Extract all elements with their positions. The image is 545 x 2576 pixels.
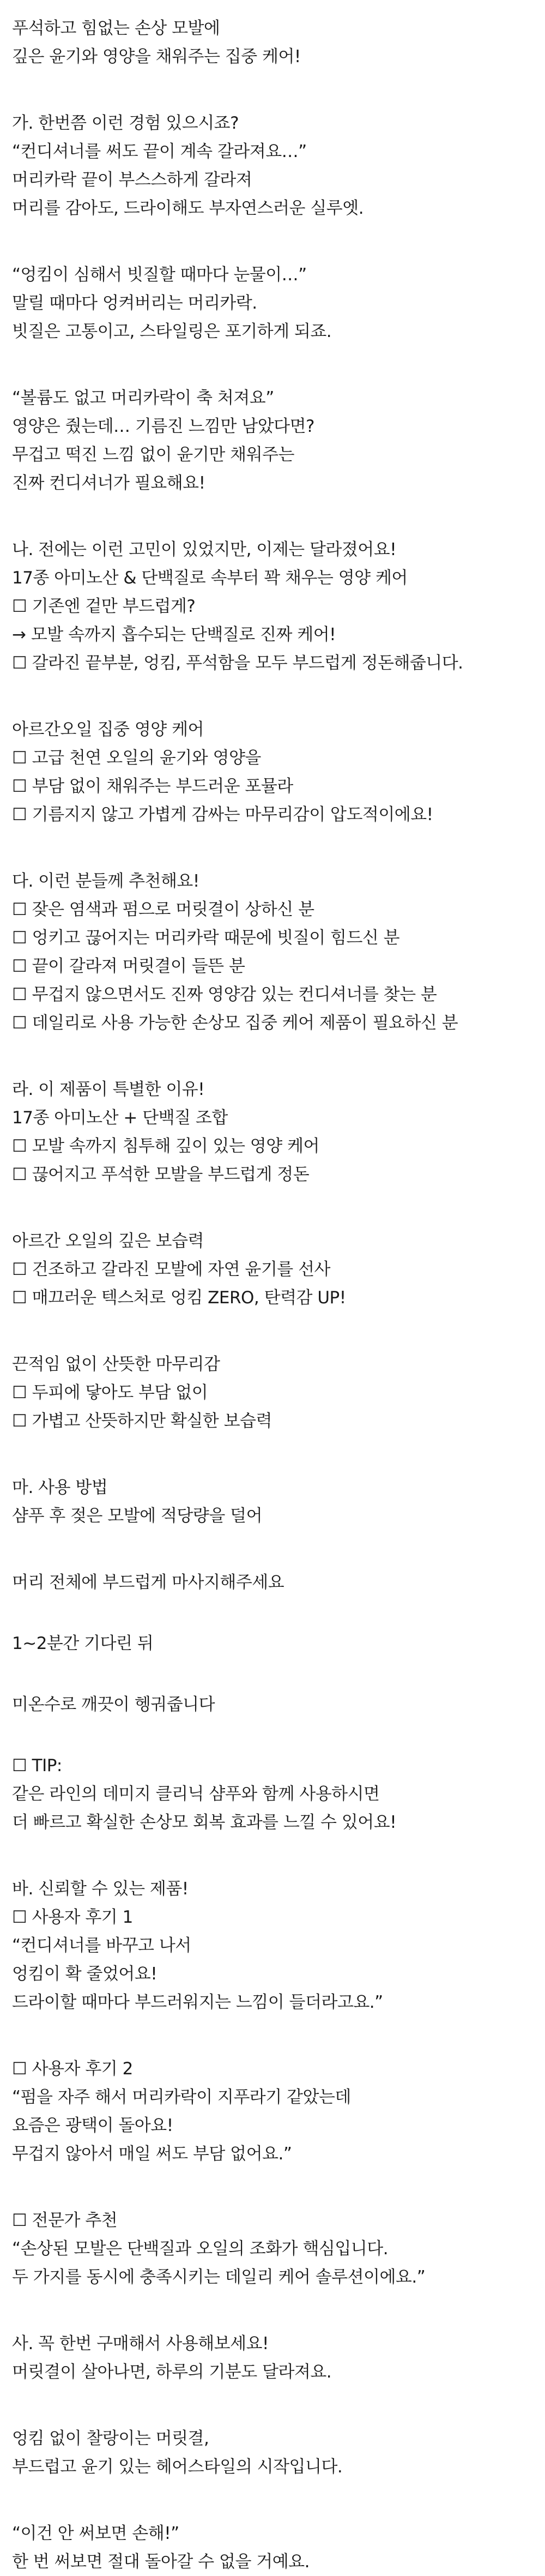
- text-line: 머리를 감아도, 드라이해도 부자연스러운 실루엣.: [12, 198, 364, 218]
- text-line: 더 빠르고 확실한 손상모 회복 효과를 느낄 수 있어요!: [12, 1813, 397, 1832]
- moisture-paragraph: [12, 1227, 533, 1312]
- text-line: 빗질은 고통이고, 스타일링은 포기하게 되죠.: [12, 322, 332, 341]
- usage-step-2: [12, 1568, 533, 1597]
- section-ma: [12, 1473, 533, 1530]
- tangle-paragraph: [12, 261, 533, 346]
- section-heading: 나. 전에는 이런 고민이 있었지만, 이제는 달라졌어요!: [12, 540, 397, 559]
- text-line: 머릿결이 살아나면, 하루의 기분도 달라져요.: [12, 2362, 332, 2382]
- intro-paragraph: [12, 14, 533, 71]
- text-line: 말릴 때마다 엉켜버리는 머리카락.: [12, 293, 257, 313]
- section-ba: [12, 1875, 533, 2017]
- checkbox-item: ☐ 고급 천연 오일의 윤기와 영양을: [12, 748, 261, 768]
- quote-line: 엉킴이 확 줄었어요!: [12, 1964, 158, 1984]
- section-na: [12, 535, 533, 677]
- section-sa: [12, 2330, 533, 2386]
- section-ga: [12, 109, 533, 222]
- checkbox-item: ☐ 엉키고 끊어지는 머리카락 때문에 빗질이 힘드신 분: [12, 928, 400, 948]
- checkbox-item: ☐ 모발 속까지 침투해 깊이 있는 영양 케어: [12, 1136, 319, 1156]
- quote-line: “펌을 자주 해서 머리카락이 지푸라기 같았는데: [12, 2087, 351, 2107]
- quote-line: 드라이할 때마다 부드러워지는 느낌이 들더라고요.”: [12, 1993, 383, 2012]
- text-line: 같은 라인의 데미지 클리닉 샴푸와 함께 사용하시면: [12, 1784, 380, 1804]
- argan-paragraph: [12, 715, 533, 829]
- checkbox-item: ☐ 가볍고 산뜻하지만 확실한 보습력: [12, 1411, 272, 1431]
- checkbox-item: ☐ 사용자 후기 1: [12, 1907, 133, 1927]
- intro-line: 푸석하고 힘없는 손상 모발에: [12, 19, 220, 38]
- checkbox-item: ☐ 매끄러운 텍스처로 엉킴 ZERO, 탄력감 UP!: [12, 1288, 346, 1308]
- text-line: 영양은 줬는데… 기름진 느낌만 남았다면?: [12, 417, 315, 436]
- quote-line: “컨디셔너를 바꾸고 나서: [12, 1936, 191, 1955]
- usage-step-3: [12, 1629, 533, 1658]
- closing-paragraph: [12, 2424, 533, 2481]
- checkbox-item: ☐ 부담 없이 채워주는 부드러운 포뮬라: [12, 777, 293, 796]
- usage-step: 머리 전체에 부드럽게 마사지해주세요: [12, 1573, 284, 1592]
- checkbox-item: ☐ 기름지지 않고 가볍게 감싸는 마무리감이 압도적이에요!: [12, 805, 433, 824]
- usage-step-4: [12, 1690, 533, 1719]
- subheading: 아르간오일 집중 영양 케어: [12, 720, 204, 739]
- usage-step: 미온수로 깨끗이 헹궈줍니다: [12, 1695, 215, 1714]
- text-line: 부드럽고 윤기 있는 헤어스타일의 시작입니다.: [12, 2457, 343, 2477]
- intro-line: 깊은 윤기와 영양을 채워주는 집중 케어!: [12, 47, 301, 67]
- checkbox-item: ☐ 잦은 염색과 펌으로 머릿결이 상하신 분: [12, 900, 314, 919]
- quote-line: “손상된 모발은 단백질과 오일의 조화가 핵심입니다.: [12, 2239, 389, 2259]
- text-line: 한 번 써보면 절대 돌아갈 수 없을 거예요.: [12, 2552, 310, 2572]
- section-ra: [12, 1075, 533, 1189]
- tip-paragraph: [12, 1752, 533, 1837]
- arrow-line: → 모발 속까지 흡수되는 단백질로 진짜 케어!: [12, 625, 336, 645]
- text-line: 진짜 컨디셔너가 필요해요!: [12, 473, 205, 493]
- checkbox-item: ☐ 전문가 추천: [12, 2211, 118, 2230]
- text-line: 머리카락 끝이 부스스하게 갈라져: [12, 170, 252, 190]
- quote-line: “볼륨도 없고 머리카락이 축 처져요”: [12, 388, 274, 408]
- quote-line: “이건 안 써보면 손해!”: [12, 2524, 179, 2543]
- checkbox-item: ☐ 두피에 닿아도 부담 없이: [12, 1383, 208, 1403]
- section-heading: 가. 한번쯤 이런 경험 있으시죠?: [12, 113, 239, 133]
- subheading: 끈적임 없이 산뜻한 마무리감: [12, 1355, 220, 1374]
- subheading: 아르간 오일의 깊은 보습력: [12, 1231, 204, 1251]
- quote-line: “엉킴이 심해서 빗질할 때마다 눈물이…”: [12, 265, 307, 285]
- section-heading: 마. 사용 방법: [12, 1478, 108, 1497]
- volume-paragraph: [12, 384, 533, 497]
- checkbox-item: ☐ 갈라진 끝부분, 엉킴, 푸석함을 모두 부드럽게 정돈해줍니다.: [12, 653, 463, 673]
- review-2-paragraph: [12, 2055, 533, 2168]
- checkbox-item: ☐ 끊어지고 푸석한 모발을 부드럽게 정돈: [12, 1165, 310, 1184]
- checkbox-item: ☐ 건조하고 갈라진 모발에 자연 윤기를 선사: [12, 1260, 330, 1279]
- expert-paragraph: [12, 2206, 533, 2291]
- section-heading: 바. 신뢰할 수 있는 제품!: [12, 1879, 189, 1899]
- section-da: [12, 867, 533, 1037]
- quote-line: 요즘은 광택이 돌아요!: [12, 2116, 173, 2135]
- text-line: 엉킴 없이 찰랑이는 머릿결,: [12, 2429, 209, 2448]
- checkbox-item: ☐ 데일리로 사용 가능한 손상모 집중 케어 제품이 필요하신 분: [12, 1013, 458, 1033]
- section-heading: 다. 이런 분들께 추천해요!: [12, 871, 199, 891]
- quote-line: “컨디셔너를 써도 끝이 계속 갈라져요…”: [12, 142, 307, 161]
- usage-step: 1~2분간 기다린 뒤: [12, 1634, 154, 1653]
- text-line: 17종 아미노산 & 단백질로 속부터 꽉 채우는 영양 케어: [12, 568, 408, 588]
- checkbox-item: ☐ 사용자 후기 2: [12, 2059, 133, 2079]
- usage-step: 샴푸 후 젖은 모발에 적당량을 덜어: [12, 1506, 263, 1526]
- text-line: 무겁고 떡진 느낌 없이 윤기만 채워주는: [12, 445, 294, 465]
- checkbox-item: ☐ 끝이 갈라져 머릿결이 들뜬 분: [12, 956, 245, 976]
- section-heading: 라. 이 제품이 특별한 이유!: [12, 1080, 205, 1099]
- subheading: 17종 아미노산 + 단백질 조합: [12, 1108, 228, 1128]
- final-paragraph: [12, 2519, 533, 2576]
- finish-paragraph: [12, 1350, 533, 1435]
- checkbox-item: ☐ 무겁지 않으면서도 진짜 영양감 있는 컨디셔너를 찾는 분: [12, 985, 437, 1004]
- section-heading: 사. 꼭 한번 구매해서 사용해보세요!: [12, 2334, 269, 2354]
- quote-line: 두 가지를 동시에 충족시키는 데일리 케어 솔루션이에요.”: [12, 2267, 426, 2287]
- quote-line: 무겁지 않아서 매일 써도 부담 없어요.”: [12, 2144, 292, 2164]
- checkbox-item: ☐ 기존엔 겉만 부드럽게?: [12, 597, 196, 616]
- checkbox-item: ☐ TIP:: [12, 1756, 62, 1775]
